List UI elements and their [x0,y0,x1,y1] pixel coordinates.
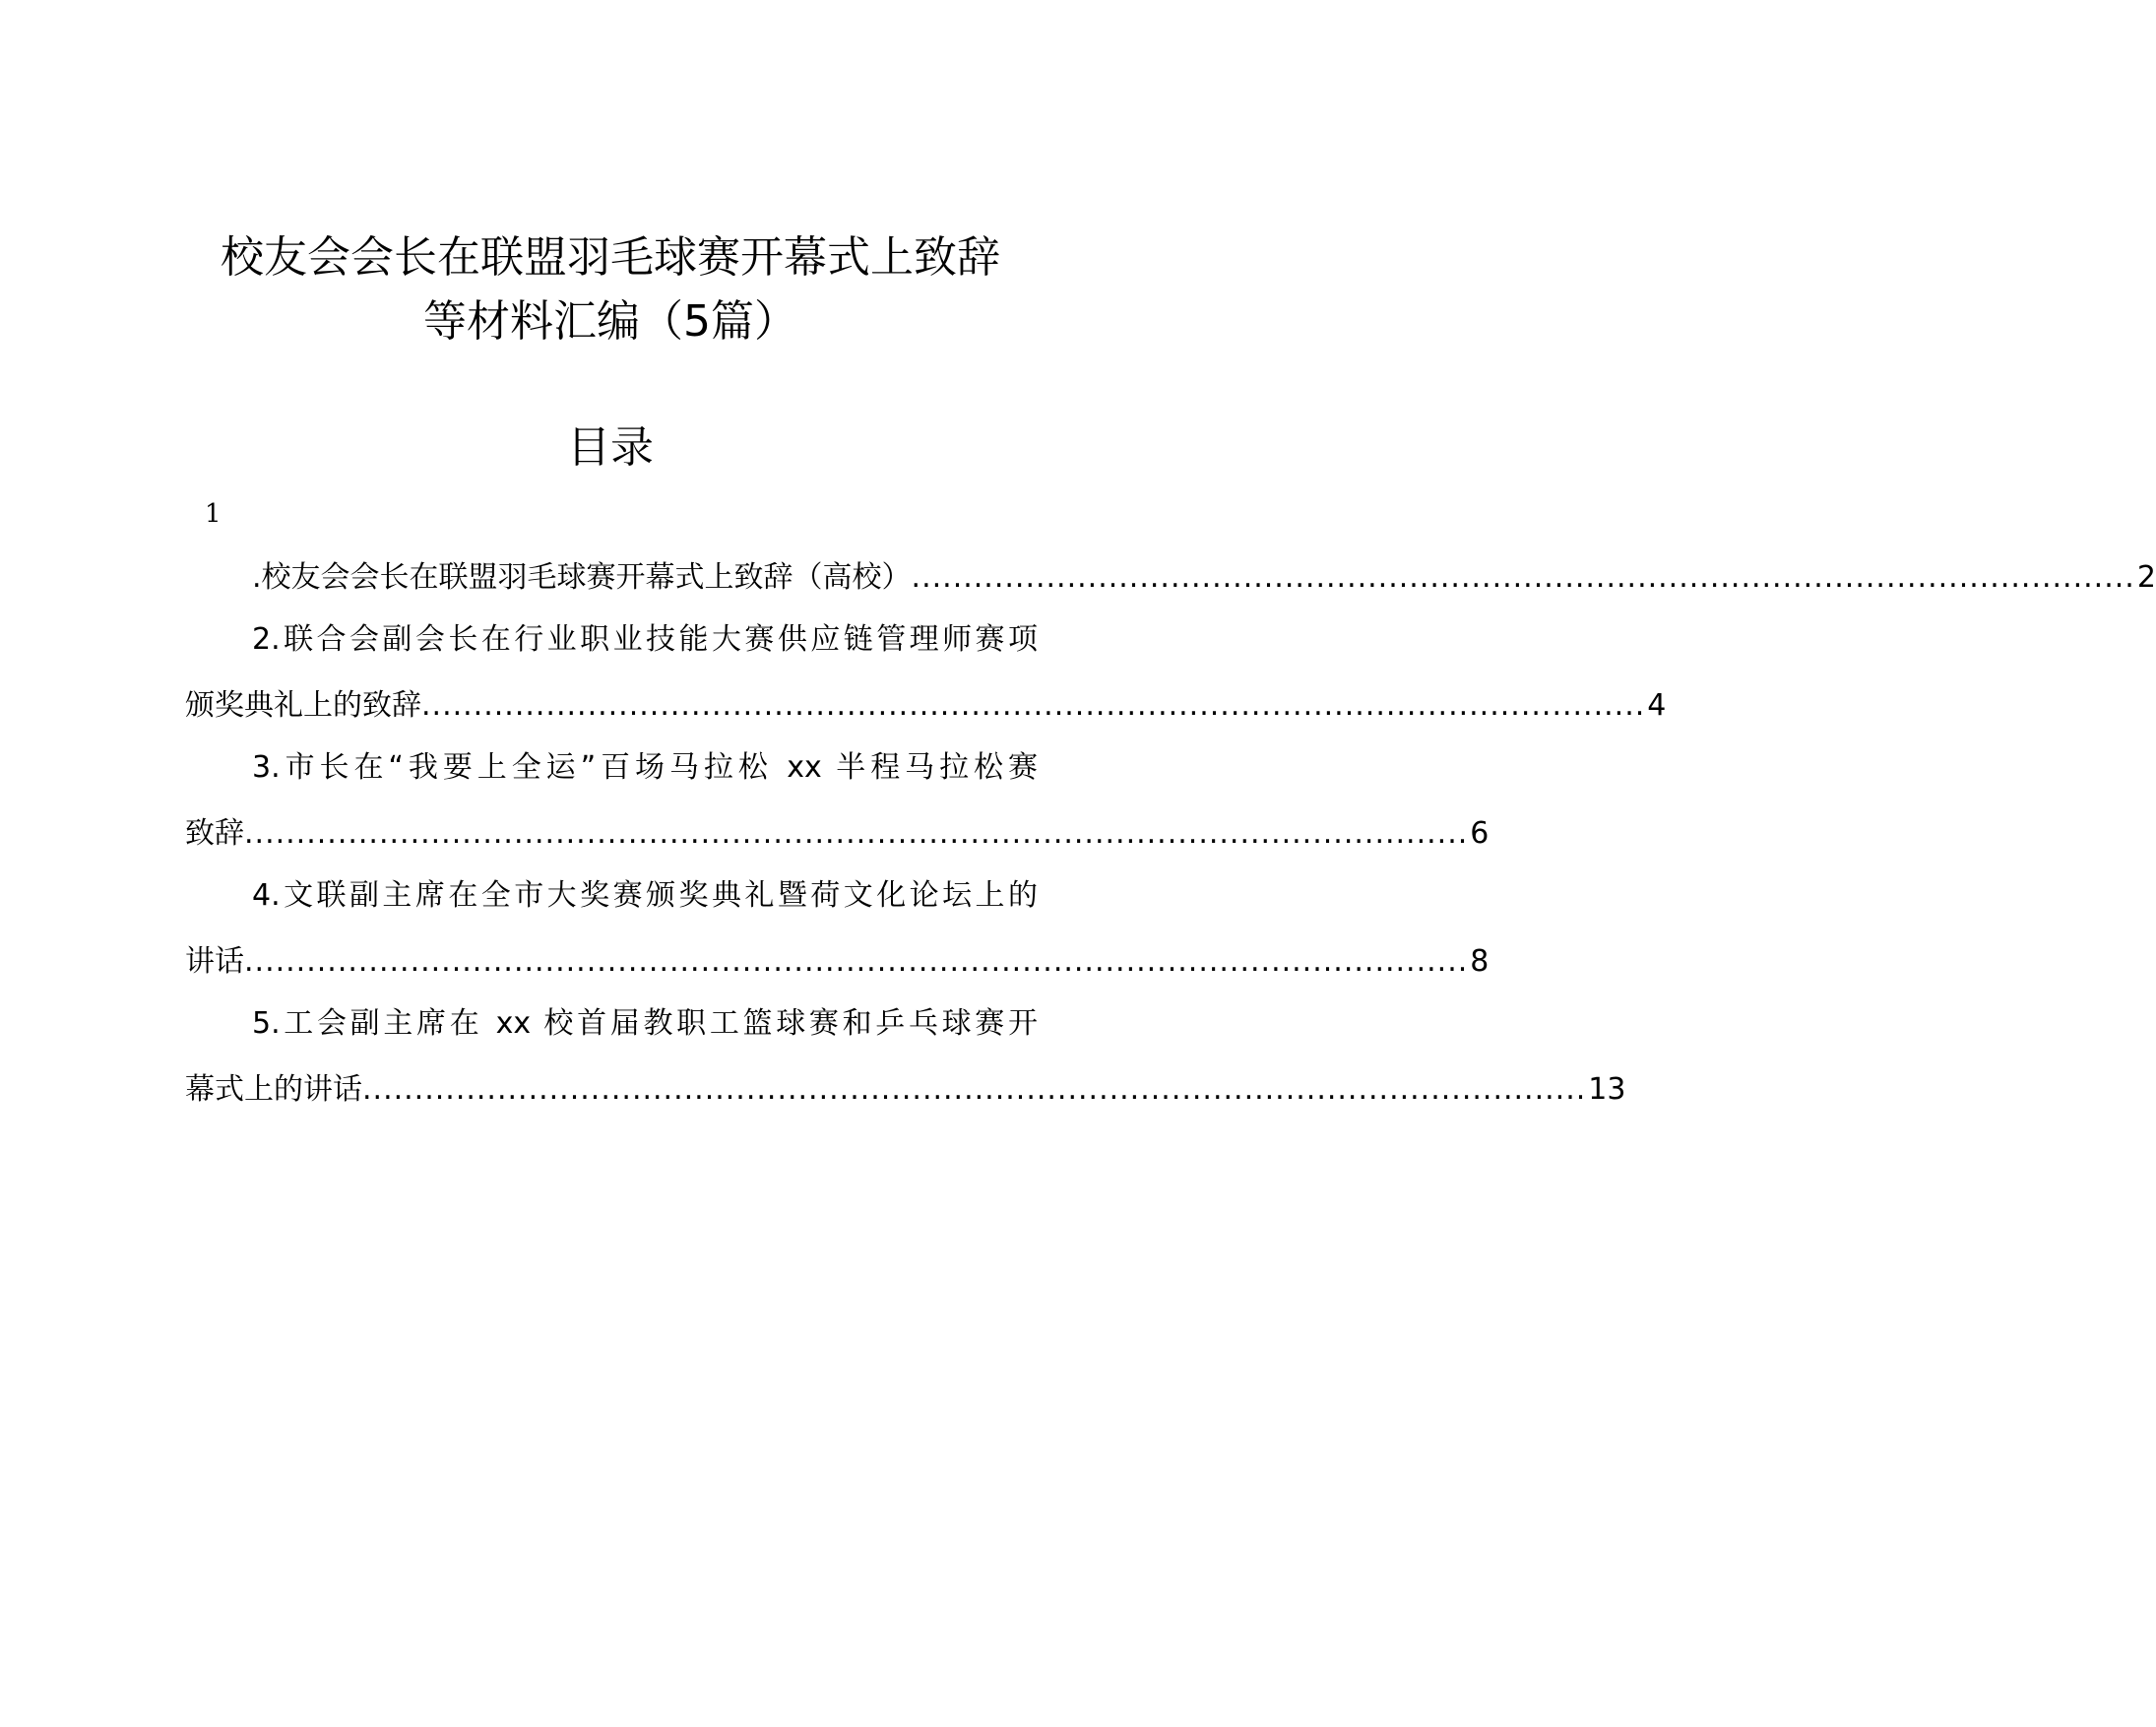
toc-heading: 目录 [567,422,654,473]
toc-entry-2-title-cont: 颁奖典礼上的致辞 [185,688,421,723]
toc-entry-2[interactable] [185,684,1667,728]
toc-entry-4[interactable] [185,940,1490,984]
toc-leader-dots: ...................................................................................................................... [911,560,2135,595]
toc-leader-dots: ...................................................................................................................... [421,688,1646,723]
toc-entry-1-title: .校友会会长在联盟羽毛球赛开幕式上致辞（高校） [252,560,912,595]
toc-entry-2-line-1[interactable]: 2.联合会副会长在行业职业技能大赛供应链管理师赛项 [252,622,1038,657]
toc-entry-1-page: 2 [2136,560,2156,595]
document-title-line-2: 等材料汇编（5篇） [423,296,797,347]
document-title-line-1: 校友会会长在联盟羽毛球赛开幕式上致辞 [221,232,1000,283]
toc-leader-dots: ...................................................................................................................... [362,1072,1587,1107]
toc-entry-4-page: 8 [1470,944,1490,979]
toc-leader-dots: ...................................................................................................................... [244,944,1469,979]
toc-entry-2-page: 4 [1647,688,1667,723]
toc-entry-5-page: 13 [1588,1072,1626,1107]
toc-entry-1[interactable] [185,556,2156,600]
toc-entry-5[interactable] [185,1068,1626,1112]
toc-entry-5-line-1[interactable]: 5.工会副主席在 xx 校首届教职工篮球赛和乒乓球赛开 [252,1006,1038,1041]
toc-entry-4-title-cont: 讲话 [185,944,244,979]
toc-leader-dots: ...................................................................................................................... [244,816,1469,851]
toc-entry-5-title-cont: 幕式上的讲话 [185,1072,362,1107]
toc-entry-3-line-1[interactable]: 3.市长在“我要上全运”百场马拉松 xx 半程马拉松赛 [252,750,1038,785]
toc-entry-3-title-cont: 致辞 [185,816,244,851]
toc-entry-4-line-1[interactable]: 4.文联副主席在全市大奖赛颁奖典礼暨荷文化论坛上的 [252,878,1038,913]
toc-entry-3-page: 6 [1470,816,1490,851]
toc-entry-3[interactable] [185,812,1490,856]
stray-page-number: 1 [205,499,222,529]
